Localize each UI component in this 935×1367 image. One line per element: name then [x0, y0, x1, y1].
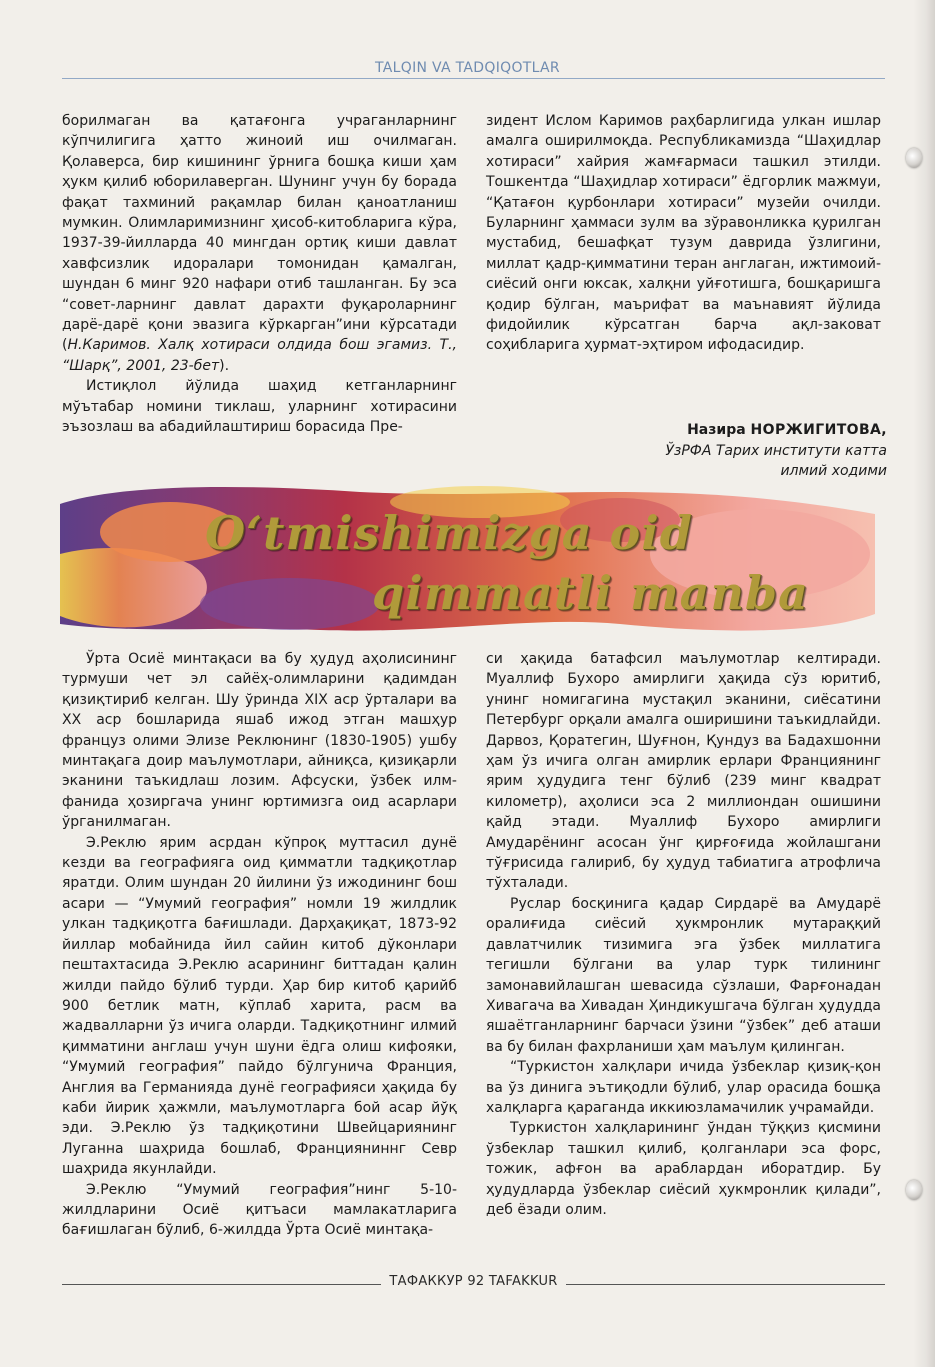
- paragraph: Э.Реклю “Умумий география”нинг 5-10-жилдларини Осиё қитъаси мамлакатларига бағишлаган бўлиб, 6-жилдда Ўрта Осиё минтақа-: [62, 1181, 457, 1239]
- paragraph: зидент Ислом Каримов раҳбарлигида улкан ишлар амалга оширилмоқда. Республикамизда “Шаҳидлар хотираси” хайрия жамғармаси ташкил этилди. Тошкентда “Шаҳидлар хотираси” ёдгорлик мажмуи, “Қатағон қурбонлари хотираси” музейи очилди. Буларнинг ҳаммаси зулм ва зўравонликка қурилган мустабид, бешафқат тузум даврида ўзлигини, миллат қадр-қимматини теран англаган, ижтимоий-сиёсий онги юксак, халқни уйғотишга, бошқаришга қодир бўлган, маърифат ва маънавият йўлида фидойилик кўрсатган барча ақл-заковат соҳибларига ҳурмат-эҳтиром ифодасидир.: [486, 113, 881, 354]
- paragraph-text: борилмаган ва қатағонга учраганларнинг кўпчилигига ҳатто жиноий иш очилмаган. Қолаверса, бир кишининг ўрнига бошқа киши ҳам ҳукм қилиб юборилаверган. Шунинг учун бу борада фақат тахминий рақамлар билан қаноатланиш мумкин. Олимларимизнинг ҳисоб-китобларига кўра, 1937-39-йилларда 40 мингдан ортиқ киши давлат хавфсизлик идоралари томонидан қамалган, шундан 6 минг 920 нафари отиб ташланган. Бу эса “совет-ларнинг давлат дарахти фуқароларнинг дарё-дарё қони эвазига кўркарган”ини кўрсатади (: [62, 113, 457, 354]
- footer-text: [62, 1274, 885, 1289]
- binding-hole-top: [906, 148, 922, 168]
- page-footer: [62, 1274, 885, 1294]
- article-title-banner: [60, 484, 875, 636]
- citation-end: ).: [219, 357, 230, 374]
- page-edge-shadow: [913, 0, 935, 1367]
- author-signature: [486, 419, 887, 481]
- author-name: [486, 419, 887, 441]
- footer-label: ТАФАККУР 92 TAFAKKUR: [381, 1274, 565, 1289]
- paragraph: Ўрта Осиё минтақаси ва бу ҳудуд аҳолисининг турмуши чет эл сайёҳ-олимларини қадимдан қизиқтириб келган. Шу ўринда XIX аср ўрталари ва XX аср бошларида яшаб ижод этган машҳур француз олими Элизе Реклюнинг (1830-1905) ушбу минтақага доир маълумотлари, айниқса, қизиқарли эканини таъкидлаш лозим. Афсуски, ўзбек илм-фанида ҳозиргача унинг юртимизга оид асарлари ўрганилмаган.: [62, 651, 457, 831]
- paragraph: Руслар босқинига қадар Сирдарё ва Амударё оралиғида сиёсий ҳукмронлик мутараққий давлатчилик тизимига эга ўзбек миллатига тегишли бўлгани ва улар турк тилининг замонавийлашган шевасида сўзлаши, Фарғонадан Хивагача ва Хивадан Ҳиндикушгача бўлган ҳудудда яшаётганларнинг барчаси ўзини “ўзбек” деб аташи ва бу билан фахрланиши ҳам маълум қилинган.: [486, 895, 881, 1055]
- top-right-column: [486, 111, 881, 356]
- author-role-line2: илмий ходими: [780, 463, 887, 479]
- bottom-right-column: [486, 649, 881, 1220]
- paragraph: Истиқлол йўлида шаҳид кетганларнинг мўътабар номини тиклаш, уларнинг хотирасини эъзозлаш ва абадийлаштириш борасида Пре-: [62, 378, 457, 436]
- top-left-column: [62, 111, 457, 438]
- paragraph: [62, 111, 457, 376]
- paragraph: Туркистон халқларининг ўндан тўққиз қисмини ўзбеклар ташкил қилиб, қолганлари эса форс, тожик, афғон ва араблардан иборатдир. Бу ҳудудларда ўзбеклар сиёсий ҳукмронлик қилади”, деб ёзади олим.: [486, 1120, 881, 1218]
- banner-title-line2: qimmatli manba: [372, 566, 809, 620]
- author-surname: НОРЖИГИТОВА,: [750, 422, 887, 438]
- bottom-left-column: [62, 649, 457, 1241]
- binding-hole-bottom: [906, 1180, 922, 1200]
- running-header: TALQIN VA TADQIQOTLAR: [375, 60, 560, 76]
- banner-title-line1: O‘tmishimizga oid: [205, 506, 693, 560]
- paragraph: Э.Реклю ярим асрдан кўпроқ муттасил дунё кезди ва географияга оид қимматли тадқиқотлар яратди. Олим шундан 20 йилини ўз ижодининг бош асари — “Умумий география” номли 19 жилдлик улкан тадқиқотга бағишлади. Дарҳақиқат, 1873-92 йиллар мобайнида йил сайин китоб дўконлари пештахтасида Э.Реклю асарининг биттадан қалин жилди пайдо бўлиб турди. Ҳар бир китоб қарийб 900 бетлик матн, кўплаб харита, расм ва жадвалларни ўз ичига оларди. Тадқиқотнинг илмий қимматини англаш учун шуни ёдга олиш кифояки, “Умумий география” пайдо бўлгунича Франция, Англия ва Германияда дунё географияси ҳақида бу каби йирик ҳажмли, маълумотларга бой асар йўқ эди. Э.Реклю ўз тадқиқотини Швейцариянинг Луганна шаҳрида бошлаб, Францияниннг Севр шаҳрида якунлайди.: [62, 834, 457, 1178]
- header-rule: [62, 78, 885, 79]
- paragraph: си ҳақида батафсил маълумотлар келтиради. Муаллиф Бухоро амирлиги ҳақида сўз юритиб, унинг номигагина мустақил эканини, сиёсатини Петербург орқали амалга оширишини таъкидлайди. Дарвоз, Қоратегин, Шуғнон, Қундуз ва Бадахшонни ҳам ўз ичига олган амирлик ерлари Франциянинг ярим ҳудудига тенг бўлиб (239 минг квадрат километр), аҳолиси эса 2 миллиондан ошишини қайд этади. Муаллиф Бухоро амирлиги Амударёнинг асосан ўнг қирғоғида жойлашгани тўғрисида галириб, бу ҳудуд табиатига атрофлича тўхталади.: [486, 651, 881, 892]
- paragraph: “Туркистон халқлари ичида ўзбеклар қизиқ-қон ва ўз динига эътиқодли бўлиб, улар орасида бошқа халқларга қараганда иккиюзламачилик учрамайди.: [486, 1059, 881, 1116]
- author-role-line1: ЎзРФА Тарих институти катта: [665, 443, 887, 459]
- author-first-name: Назира: [687, 422, 746, 438]
- citation-source: Н.Каримов. Халқ хотираси олдида бош эгамиз. Т., “Шарқ”, 2001, 23-бет: [62, 337, 457, 374]
